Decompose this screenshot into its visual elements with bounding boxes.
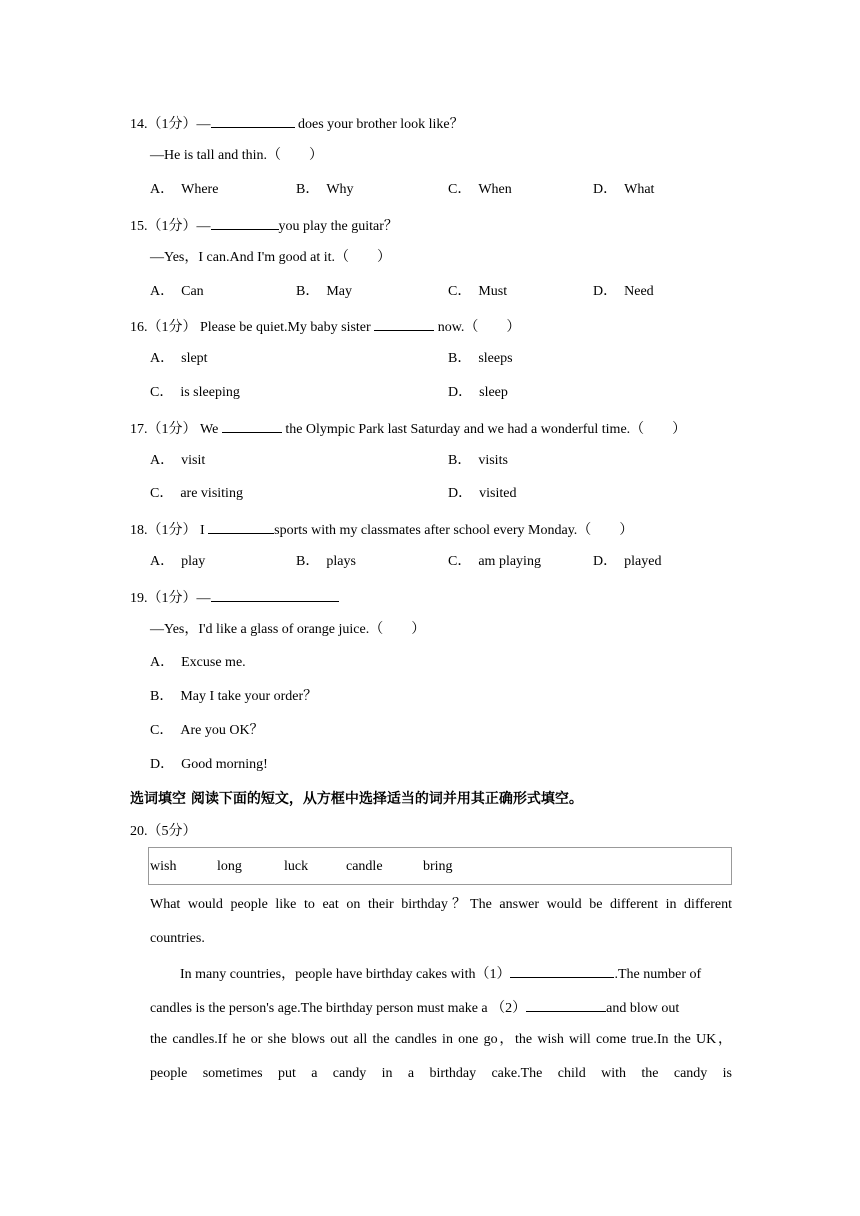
option-c[interactable]: C． is sleeping	[150, 385, 240, 400]
option-d[interactable]: D． visited	[448, 486, 517, 501]
option-a[interactable]: A． visit	[150, 453, 206, 468]
passage-line: countries.	[150, 931, 205, 946]
option-c[interactable]: C． am playing	[448, 554, 541, 569]
question-16-stem	[130, 315, 520, 338]
word-box-item: bring	[423, 859, 453, 874]
question-20-head: 20.（5分）	[130, 824, 197, 839]
answer-blank[interactable]	[510, 962, 614, 978]
question-17-head: 17.（1分） We	[130, 422, 222, 437]
answer-blank[interactable]	[374, 315, 434, 331]
option-c[interactable]: C． Must	[448, 284, 508, 299]
question-14-stem	[130, 112, 464, 135]
question-18-tail: sports with my classmates after school every Monday.（ ）	[274, 523, 634, 538]
question-17-stem	[130, 417, 686, 440]
passage-line: In many countries，people have birthday cakes with（1） .The number of	[180, 962, 701, 985]
word-box-item: wish	[150, 859, 177, 874]
option-d[interactable]: D． sleep	[448, 385, 508, 400]
option-a[interactable]: A． play	[150, 554, 206, 569]
passage-line: people sometimes put a candy in a birthday cake.The child with the candy is	[150, 1066, 732, 1081]
option-b[interactable]: B． May I take your order？	[150, 689, 318, 704]
answer-blank[interactable]	[211, 586, 339, 602]
section-title: 选词填空 阅读下面的短文，从方框中选择适当的词并用其正确形式填空。	[130, 791, 583, 807]
option-a[interactable]: A． slept	[150, 351, 208, 366]
question-15-tail: you play the guitar？	[278, 219, 398, 234]
option-b[interactable]: B． plays	[296, 554, 356, 569]
option-b[interactable]: B． May	[296, 284, 353, 299]
word-box	[148, 847, 732, 885]
question-15-head: 15.（1分）—	[130, 219, 211, 234]
question-18-head: 18.（1分） I	[130, 523, 209, 538]
option-c[interactable]: C． are visiting	[150, 486, 243, 501]
option-b[interactable]: B． visits	[448, 453, 508, 468]
question-19-stem	[130, 586, 339, 609]
question-16-tail: now.（ ）	[434, 320, 521, 335]
option-b[interactable]: B． sleeps	[448, 351, 513, 366]
option-a[interactable]: A． Where	[150, 182, 219, 197]
passage-line: What would people like to eat on their birthday？The answer would be different in different	[150, 897, 732, 912]
question-14-tail: does your brother look like？	[294, 117, 464, 132]
question-16-head: 16.（1分） Please be quiet.My baby sister	[130, 320, 375, 335]
passage-line: candles is the person's age.The birthday person must make a （2） and blow out	[150, 996, 679, 1019]
question-19-reply: —Yes，I'd like a glass of orange juice.（ ）	[150, 622, 426, 637]
option-c[interactable]: C． When	[448, 182, 512, 197]
option-d[interactable]: D． Need	[593, 284, 654, 299]
question-14-head: 14.（1分）—	[130, 117, 211, 132]
answer-blank[interactable]	[526, 996, 606, 1012]
option-d[interactable]: D． played	[593, 554, 662, 569]
question-14-reply: —He is tall and thin.（ ）	[150, 148, 324, 163]
word-box-item: long	[217, 859, 242, 874]
question-18-stem	[130, 518, 633, 541]
passage-line: the candles.If he or she blows out all the candles in one go，the wish will come true.In the UK，	[150, 1032, 732, 1047]
answer-blank[interactable]	[208, 518, 274, 534]
question-15-stem	[130, 214, 398, 237]
option-a[interactable]: A． Excuse me.	[150, 655, 246, 670]
question-19-head: 19.（1分）—	[130, 591, 211, 606]
answer-blank[interactable]	[222, 417, 282, 433]
option-d[interactable]: D． What	[593, 182, 655, 197]
word-box-item: candle	[346, 859, 383, 874]
word-box-item: luck	[284, 859, 309, 874]
question-17-tail: the Olympic Park last Saturday and we had a wonderful time.（ ）	[281, 422, 687, 437]
question-15-reply: —Yes，I can.And I'm good at it.（ ）	[150, 250, 392, 265]
option-c[interactable]: C． Are you OK？	[150, 723, 264, 738]
option-b[interactable]: B． Why	[296, 182, 354, 197]
answer-blank[interactable]	[211, 214, 279, 230]
answer-blank[interactable]	[211, 112, 295, 128]
option-a[interactable]: A． Can	[150, 284, 204, 299]
option-d[interactable]: D． Good morning!	[150, 757, 268, 772]
